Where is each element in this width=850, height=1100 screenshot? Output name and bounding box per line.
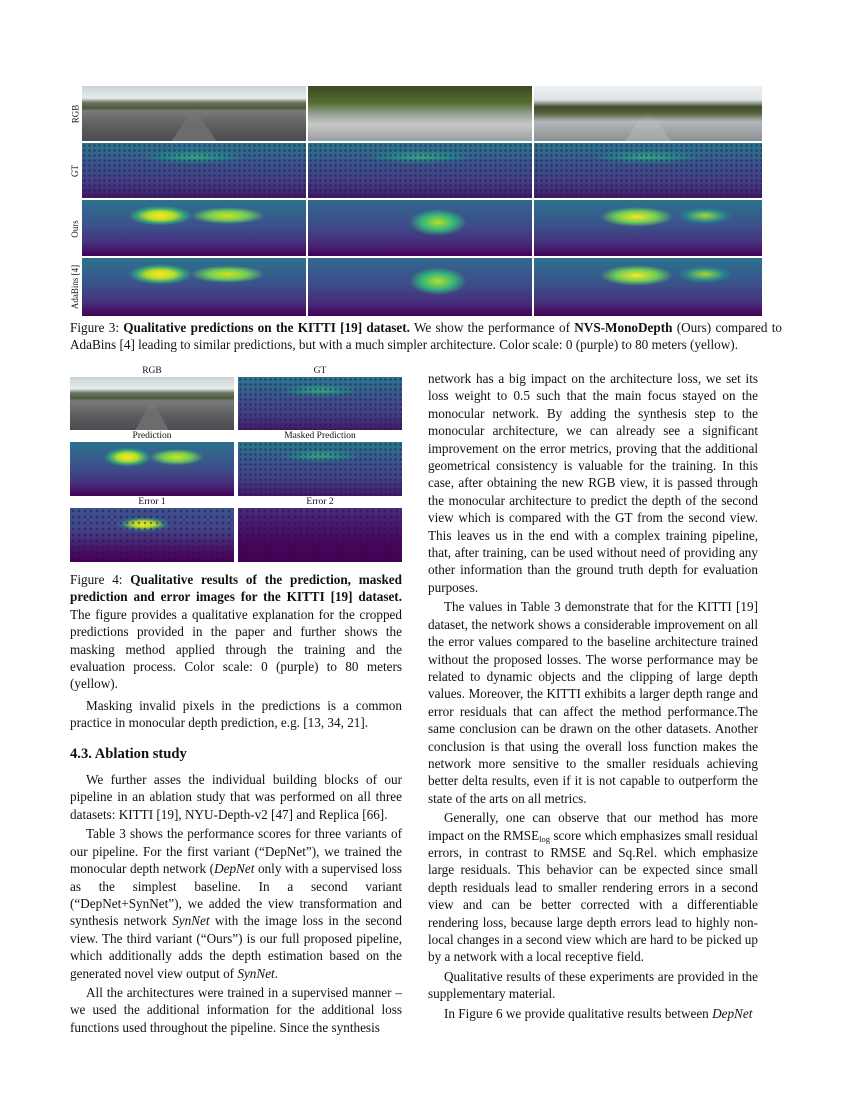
- paragraph-masking: Masking invalid pixels in the predictions is a common practice in monocular depth prediction, e.g. [13, 34, 21].: [70, 697, 402, 731]
- left-column: [70, 571, 402, 1036]
- paragraph-ablation-intro: We further asses the individual building blocks of our pipeline in an ablation study that was performed on all three datasets: KITTI [19], NYU-Depth-v2 [47] and Replica [66].: [70, 772, 402, 822]
- row-label-rgb: RGB: [70, 104, 81, 124]
- paragraph-supplementary: Qualitative results of these experiments are provided in the supplementary material.: [428, 968, 758, 1002]
- kitti-ours-depth-2: [308, 200, 532, 256]
- f4-masked-prediction-image: [238, 442, 402, 496]
- paragraph-training: All the architectures were trained in a supervised manner – we used the additional information for the additional loss functions used throughout the pipeline. Since the synthesis: [70, 984, 402, 1035]
- figure-3-caption-text-2: (Ours) compared to AdaBins [4] leading to similar predictions, but with a much simpler architecture. Color scale: 0 (purple) to 80 meters (yellow).: [70, 320, 783, 353]
- right-column: [428, 370, 758, 1022]
- rmse-text-b: score which emphasizes small residual errors, in contrast to RMSE and Sq.Rel. which emphasize large residuals. This behavior can be expected since small depth residuals lead to smaller rendering errors in a second view and can be better corrected with a differentiable rendering loss, because large depth errors lead to highly non-local changes in a second view which are hard to be picked up by a network with a local receptive field.: [428, 827, 758, 965]
- f4-title-prediction: Prediction: [132, 431, 172, 441]
- term-depnet: DepNet: [214, 861, 255, 877]
- variants-text-b: only with a supervised loss as the simplest baseline. In a second variant (“DepNet+SynNet”), we added the view transformation and synthesis network: [70, 861, 402, 929]
- figure-4-caption-text: The figure provides a qualitative explanation for the cropped predictions provided in the paper and further shows the masking method applied through the training and the evaluation process. Color scale: 0 (purple) to 80 meters (yellow).: [70, 606, 402, 692]
- kitti-rgb-image-1: [82, 86, 306, 141]
- f4-gt-image: [238, 377, 402, 430]
- figure-3-caption-title: Qualitative predictions on the KITTI [19] dataset.: [123, 320, 410, 335]
- f4-rgb-image: [70, 377, 234, 430]
- f4-title-gt: GT: [313, 366, 327, 376]
- f4-error-2-image: [238, 508, 402, 562]
- kitti-gt-depth-3: [534, 143, 762, 198]
- term-synnet: SynNet: [172, 913, 210, 929]
- variants-text-c: with the image loss in the second view. The third variant (“Ours”) is our full proposed pipeline, which additionally adds the depth estimation based on the generated novel view output of: [70, 913, 402, 981]
- paragraph-figure-6: [428, 1005, 758, 1022]
- row-label-adabins: AdaBins [4]: [70, 264, 80, 310]
- figure-6-text: In Figure 6 we provide qualitative results between: [444, 1005, 713, 1021]
- kitti-rgb-image-3: [534, 86, 762, 141]
- kitti-gt-depth-2: [308, 143, 532, 198]
- kitti-adabins-depth-1: [82, 258, 306, 316]
- f4-title-masked-prediction: Masked Prediction: [284, 431, 356, 441]
- row-label-ours: Ours: [70, 219, 80, 238]
- figure-3: [68, 86, 762, 316]
- section-heading-ablation: 4.3. Ablation study: [70, 745, 187, 762]
- f4-error-1-image: [70, 508, 234, 562]
- paragraph-synthesis-loss: network has a big impact on the architecture loss, we set its loss weight to 0.5 such that the main focus stayed on the monocular network. By adding the synthesis step to the monocular architecture, we can already see a significant improvement on the error metrics, proving that the additional geometrical consistency is valuable for the training. In this case, after obtaining the new RGB view, it is passed through the monocular architecture to predict the depth of the second view which is compared with the GT from the second view. This leaves us in the end with a complex training pipeline, that, after training, can be used without need of providing any other information than the ground truth depth for evaluation purposes.: [428, 371, 758, 595]
- rmse-subscript: log: [539, 833, 551, 844]
- figure-3-label: Figure 3:: [70, 320, 119, 335]
- variants-text-d: .: [274, 965, 279, 981]
- figure-3-caption: [70, 319, 782, 354]
- paragraph-variants: [70, 825, 402, 982]
- kitti-ours-depth-3: [534, 200, 762, 256]
- figure-3-method-name: NVS-MonoDepth: [574, 320, 673, 335]
- figure-3-caption-text-1: We show the performance of: [409, 320, 575, 335]
- figure-4-caption: [70, 571, 402, 693]
- f4-title-error-2: Error 2: [306, 497, 334, 507]
- variants-text-a: Table 3 shows the performance scores for three variants of our pipeline. For the first variant (“DepNet”), we trained the monocular depth network (: [70, 826, 402, 877]
- kitti-gt-depth-1: [82, 143, 306, 198]
- kitti-ours-depth-1: [82, 200, 306, 256]
- rmse-text-a: Generally, one can observe that our method has more impact on the RMSE: [428, 810, 758, 843]
- figure-4: [70, 366, 402, 566]
- paragraph-kitti-results: The values in Table 3 demonstrate that for the KITTI [19] dataset, the network shows a considerable improvement on all the error values compared to the baseline architecture trained without the proposed losses. The worse performance may be related to dynamic objects and the clipping of large depth values. Moreover, the KITTI exhibits a larger depth range and error residuals that can affect the method performance.The same conclusion can be drawn on the other datasets. Another conclusion is that using the overall loss function makes the network more sensitive to the smaller residuals achieving better delta results, even if it is not capable to outperform the state of the arts on all metrics.: [428, 599, 758, 806]
- paragraph-rmse-discussion: [428, 809, 758, 966]
- f4-prediction-image: [70, 442, 234, 496]
- kitti-rgb-image-2: [308, 86, 532, 141]
- f4-title-error-1: Error 1: [138, 497, 166, 507]
- kitti-adabins-depth-3: [534, 258, 762, 316]
- f4-title-rgb: RGB: [142, 366, 162, 376]
- term-synnet-2: SynNet: [237, 965, 275, 981]
- figure-4-caption-title: Qualitative results of the prediction, masked prediction and error images for the KITTI [19] dataset.: [70, 572, 402, 605]
- figure-4-label: Figure 4:: [70, 572, 123, 587]
- row-label-gt: GT: [70, 165, 80, 177]
- term-depnet-2: DepNet: [712, 1005, 753, 1021]
- kitti-adabins-depth-2: [308, 258, 532, 316]
